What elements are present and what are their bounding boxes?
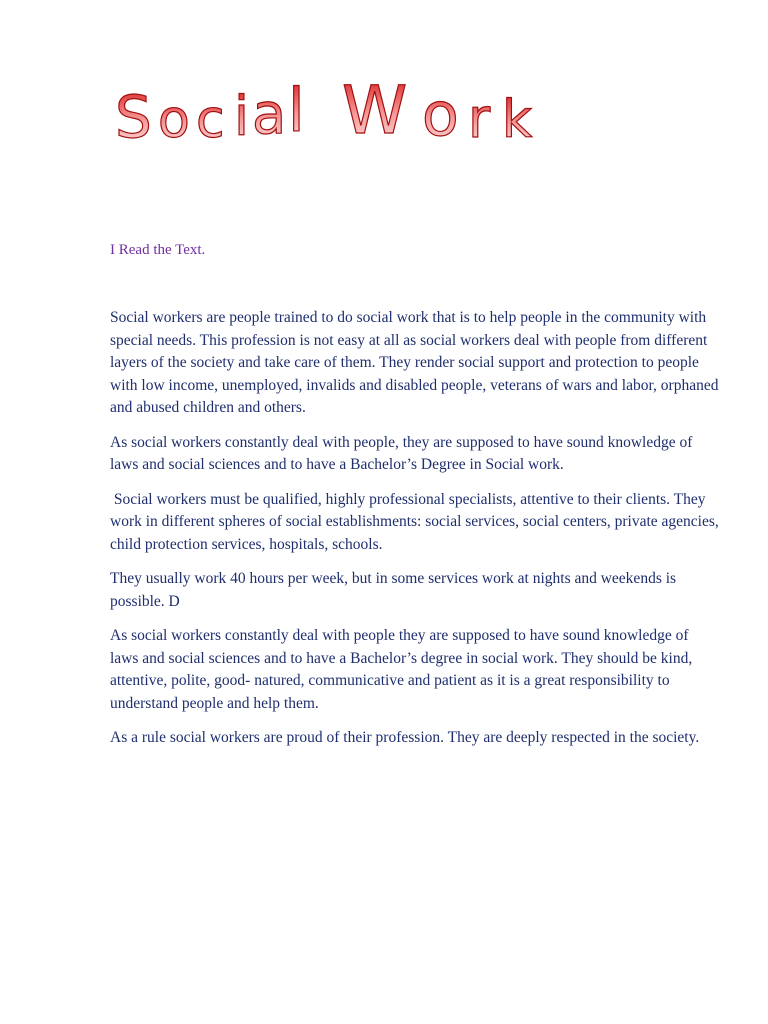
paragraph-3: Social workers must be qualified, highly professional specialists, attentive to their clients. They work in different spheres of social establishments: social services, social centers, private agencies, child protection services, hospitals, schools.: [110, 490, 723, 553]
wordart-letter: o: [158, 90, 190, 150]
wordart-letter: a: [252, 82, 287, 147]
paragraph-1: Social workers are people trained to do social work that is to help people in the community with special needs. This profession is not easy at all as social workers deal with people from different layers of the society and take care of them. They render social support and protection to people with low income, unemployed, invalids and disabled people, veterans of wars and labor, orphaned and abused children and others.: [110, 309, 719, 416]
wordart-title-graphic: [110, 55, 570, 150]
wordart-letter: k: [502, 90, 533, 150]
wordart-letter: W: [342, 72, 408, 149]
body-text: [110, 307, 723, 762]
paragraph-5: As social workers constantly deal with people they are supposed to have sound knowledge of laws and social sciences and to have a Bachelor’s degree in social work. They should be kind, attentive, polite, good- natured, communicative and patient as it is a great responsibility to understand people and help them.: [110, 627, 693, 712]
wordart-letter: S: [115, 83, 152, 150]
wordart-letter: o: [422, 80, 459, 150]
paragraph-4: They usually work 40 hours per week, but in some services work at nights and weekends is possible. D: [110, 570, 677, 610]
paragraph-2: As social workers constantly deal with people, they are supposed to have sound knowledge of laws and social sciences and to have a Bachelor’s Degree in Social work.: [110, 433, 693, 473]
wordart-letter: c: [196, 90, 225, 150]
paragraph-6: As a rule social workers are proud of their profession. They are deeply respected in the society.: [110, 729, 700, 746]
wordart-letter: l: [288, 76, 305, 146]
wordart-letters: [115, 72, 532, 150]
wordart-letter: r: [468, 87, 491, 150]
wordart-title: [110, 55, 570, 150]
section-heading: I Read the Text.: [110, 242, 206, 258]
wordart-letter: i: [234, 85, 250, 148]
